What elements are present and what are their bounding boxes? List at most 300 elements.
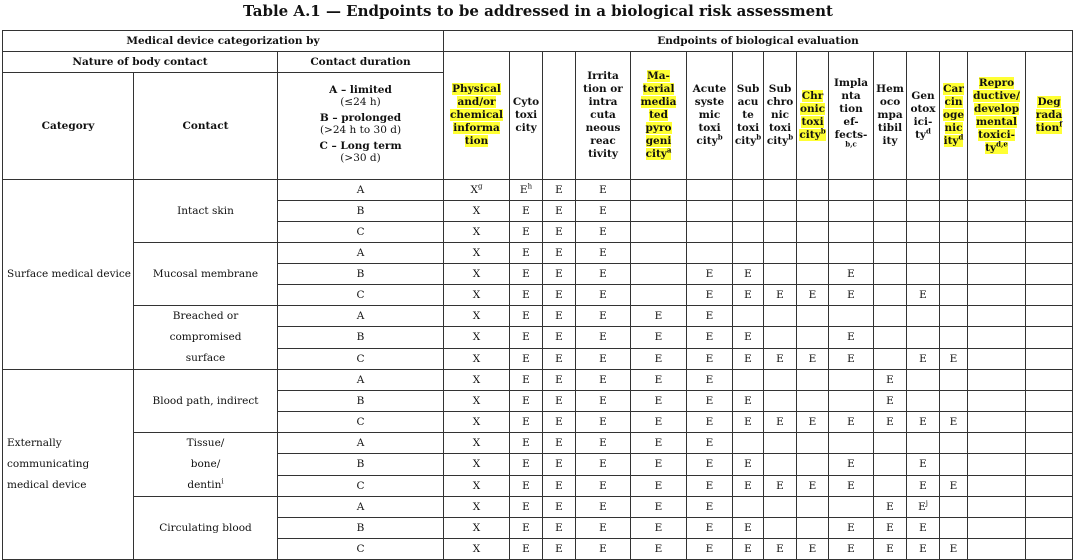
endpoint-cell: E: [829, 327, 874, 348]
endpoint-cell: [907, 391, 940, 412]
endpoint-cell: [1026, 222, 1073, 243]
endpoint-cell: X: [444, 454, 510, 475]
endpoint-cell: [797, 180, 829, 201]
endpoint-cell: [1026, 475, 1073, 496]
endpoint-cell: E: [576, 201, 631, 222]
endpoint-cell: E: [576, 497, 631, 518]
endpoint-cell: [968, 433, 1026, 454]
endpoint-cell: [874, 433, 907, 454]
endpoint-cell: E: [797, 348, 829, 369]
endpoint-cell: E: [576, 391, 631, 412]
endpoint-cell: E: [687, 518, 733, 539]
endpoint-cell: [764, 222, 797, 243]
endpoint-cell: [1026, 391, 1073, 412]
endpoint-cell: [797, 222, 829, 243]
endpoint-label: Sub acu te toxi city$^b$: [734, 83, 762, 147]
table-row: [3, 243, 1073, 264]
endpoint-cell: [797, 243, 829, 264]
endpoint-cell: [968, 348, 1026, 369]
endpoint-cell: E: [907, 412, 940, 433]
endpoint-cell: X: [444, 327, 510, 348]
endpoint-cell: [874, 285, 907, 306]
endpoint-cell: [1026, 454, 1073, 475]
endpoint-cell: E: [576, 327, 631, 348]
endpoint-cell: $X^g$: [444, 180, 510, 201]
duration-cell: A: [278, 433, 444, 454]
table-row: [3, 306, 1073, 327]
endpoint-cell: E: [874, 539, 907, 560]
endpoint-cell: E: [631, 497, 687, 518]
endpoint-cell: [968, 518, 1026, 539]
endpoint-cell: E: [576, 348, 631, 369]
endpoint-cell: X: [444, 433, 510, 454]
endpoint-cell: [874, 327, 907, 348]
endpoint-cell: $E^j$: [907, 497, 940, 518]
endpoint-cell: [907, 222, 940, 243]
endpoint-cell: [874, 264, 907, 285]
endpoint-cell: [940, 518, 968, 539]
endpoint-label: Impla nta tion ef- fects-$^{b,c}$: [833, 76, 869, 148]
endpoint-cell: [631, 285, 687, 306]
endpoint-cell: [687, 201, 733, 222]
endpoint-cell: E: [940, 348, 968, 369]
endpoint-cell: E: [510, 201, 543, 222]
endpoint-cell: E: [576, 518, 631, 539]
duration-cell: C: [278, 475, 444, 496]
contact-header: Contact: [134, 73, 278, 180]
endpoint-cell: [1026, 539, 1073, 560]
endpoint-cell: E: [687, 433, 733, 454]
duration-legend-line: (>24 h to 30 d): [319, 124, 402, 136]
endpoint-cell: E: [543, 475, 576, 496]
endpoint-cell: [797, 433, 829, 454]
endpoint-cell: [797, 264, 829, 285]
endpoint-cell: E: [733, 475, 764, 496]
endpoint-cell: [733, 370, 764, 391]
endpoint-cell: [874, 243, 907, 264]
endpoint-cell: E: [687, 327, 733, 348]
endpoint-cell: E: [631, 454, 687, 475]
category-cell: Externally communicating medical device: [3, 370, 134, 560]
endpoint-cell: X: [444, 391, 510, 412]
endpoint-cell: E: [543, 285, 576, 306]
endpoint-cell: E: [543, 348, 576, 369]
endpoint-label: Hem oco mpa tibil ity: [876, 83, 904, 147]
endpoint-cell: [797, 306, 829, 327]
endpoint-cell: [733, 180, 764, 201]
endpoint-cell: E: [543, 412, 576, 433]
nature-header: Nature of body contact: [3, 52, 278, 73]
endpoint-cell: E: [764, 412, 797, 433]
endpoint-cell: [1026, 306, 1073, 327]
endpoint-cell: [940, 180, 968, 201]
endpoint-cell: [968, 327, 1026, 348]
endpoint-cell: X: [444, 285, 510, 306]
endpoint-cell: E: [797, 285, 829, 306]
endpoint-cell: [764, 391, 797, 412]
endpoint-cell: [874, 348, 907, 369]
duration-cell: C: [278, 348, 444, 369]
duration-legend-line: A – limited: [329, 84, 392, 96]
endpoint-cell: [874, 454, 907, 475]
endpoint-cell: [968, 222, 1026, 243]
endpoint-cell: [1026, 412, 1073, 433]
endpoint-cell: [797, 391, 829, 412]
endpoint-label: Chr onic toxi city$^b$: [799, 89, 826, 141]
endpoint-cell: E: [510, 391, 543, 412]
endpoint-header: [829, 52, 874, 180]
endpoint-cell: [829, 391, 874, 412]
endpoint-cell: E: [940, 539, 968, 560]
endpoint-cell: [764, 327, 797, 348]
contact-cell: Intact skin: [134, 180, 278, 243]
endpoint-cell: E: [631, 475, 687, 496]
endpoint-cell: [764, 497, 797, 518]
endpoint-cell: X: [444, 370, 510, 391]
endpoint-label: Gen otox ici- $ty^d$: [910, 89, 936, 141]
endpoint-cell: [829, 497, 874, 518]
endpoint-cell: E: [543, 539, 576, 560]
endpoint-cell: E: [543, 180, 576, 201]
duration-cell: B: [278, 518, 444, 539]
contact-cell: Circulating blood: [134, 497, 278, 560]
endpoint-cell: [968, 475, 1026, 496]
endpoint-cell: [764, 306, 797, 327]
endpoint-cell: E: [797, 475, 829, 496]
endpoint-cell: X: [444, 475, 510, 496]
endpoint-cell: E: [874, 497, 907, 518]
endpoint-cell: [874, 222, 907, 243]
endpoint-cell: [907, 306, 940, 327]
endpoint-cell: E: [874, 391, 907, 412]
endpoint-cell: [874, 306, 907, 327]
endpoint-cell: E: [576, 306, 631, 327]
duration-cell: B: [278, 391, 444, 412]
contact-cell: Tissue/ bone/ dentin$^i$: [134, 433, 278, 497]
endpoint-cell: E: [764, 539, 797, 560]
endpoint-cell: E: [510, 539, 543, 560]
endpoint-cell: E: [543, 201, 576, 222]
endpoint-cell: [687, 222, 733, 243]
endpoint-cell: [1026, 285, 1073, 306]
endpoint-cell: E: [687, 412, 733, 433]
endpoint-cell: E: [687, 475, 733, 496]
endpoint-cell: [797, 370, 829, 391]
duration-cell: B: [278, 454, 444, 475]
endpoint-cell: [907, 370, 940, 391]
endpoint-cell: E: [510, 497, 543, 518]
endpoint-header: [797, 52, 829, 180]
endpoint-cell: E: [687, 539, 733, 560]
endpoint-cell: E: [576, 475, 631, 496]
endpoint-cell: E: [631, 348, 687, 369]
table-title: Table A.1 — Endpoints to be addressed in a biological risk assessment: [243, 2, 833, 20]
endpoint-header: [1026, 52, 1073, 180]
endpoint-cell: E: [829, 285, 874, 306]
endpoint-cell: E: [510, 327, 543, 348]
endpoint-label: Ma- terial media ted pyro geni city$^a$: [640, 70, 677, 160]
endpoint-cell: [1026, 180, 1073, 201]
endpoint-cell: E: [829, 539, 874, 560]
duration-legend-line: (≤24 h): [340, 96, 381, 108]
endpoint-cell: E: [543, 264, 576, 285]
endpoint-cell: [968, 539, 1026, 560]
endpoint-cell: E: [733, 518, 764, 539]
endpoint-cell: E: [733, 285, 764, 306]
endpoint-cell: E: [576, 370, 631, 391]
endpoint-cell: X: [444, 412, 510, 433]
endpoint-cell: E: [510, 454, 543, 475]
contact-cell: Blood path, indirect: [134, 370, 278, 433]
endpoint-cell: E: [543, 518, 576, 539]
endpoint-cell: E: [733, 539, 764, 560]
endpoint-cell: [1026, 497, 1073, 518]
duration-cell: B: [278, 264, 444, 285]
endpoint-cell: [1026, 327, 1073, 348]
endpoint-cell: E: [631, 518, 687, 539]
endpoint-cell: E: [907, 454, 940, 475]
endpoint-cell: E: [733, 391, 764, 412]
duration-cell: C: [278, 539, 444, 560]
table-row: [3, 497, 1073, 518]
endpoint-cell: [968, 201, 1026, 222]
endpoint-cell: E: [543, 243, 576, 264]
endpoint-cell: [968, 391, 1026, 412]
endpoint-cell: E: [764, 285, 797, 306]
endpoint-cell: [764, 180, 797, 201]
endpoint-cell: [940, 201, 968, 222]
endpoint-label: Deg rada tion$^f$: [1035, 96, 1063, 134]
endpoint-cell: E: [687, 454, 733, 475]
endpoint-cell: [829, 243, 874, 264]
endpoint-cell: [733, 243, 764, 264]
endpoint-cell: [631, 201, 687, 222]
endpoint-cell: [968, 454, 1026, 475]
endpoint-cell: E: [829, 348, 874, 369]
endpoint-cell: E: [543, 306, 576, 327]
endpoint-cell: [907, 201, 940, 222]
table-row: [3, 433, 1073, 454]
endpoint-cell: E: [733, 348, 764, 369]
endpoint-cell: [940, 370, 968, 391]
category-header: Category: [3, 73, 134, 180]
endpoint-cell: X: [444, 306, 510, 327]
endpoint-cell: [797, 454, 829, 475]
endpoint-label: Sub chro nic toxi city$^b$: [766, 83, 794, 147]
duration-cell: B: [278, 327, 444, 348]
endpoint-cell: [907, 327, 940, 348]
endpoint-cell: E: [576, 243, 631, 264]
endpoint-cell: [940, 391, 968, 412]
endpoint-cell: [764, 243, 797, 264]
endpoint-cell: E: [543, 222, 576, 243]
endpoint-cell: E: [631, 370, 687, 391]
endpoint-cell: E: [940, 412, 968, 433]
endpoint-cell: E: [543, 391, 576, 412]
endpoint-cell: E: [733, 327, 764, 348]
endpoint-cell: E: [510, 475, 543, 496]
endpoint-cell: [907, 264, 940, 285]
endpoint-cell: [1026, 264, 1073, 285]
endpoint-cell: [797, 518, 829, 539]
endpoint-cell: E: [576, 433, 631, 454]
duration-cell: A: [278, 180, 444, 201]
endpoint-cell: E: [631, 539, 687, 560]
endpoints-table: [2, 30, 1073, 560]
endpoint-cell: X: [444, 518, 510, 539]
endpoint-cell: [940, 497, 968, 518]
endpoint-cell: E: [764, 348, 797, 369]
endpoint-cell: [764, 201, 797, 222]
endpoint-cell: E: [510, 370, 543, 391]
duration-cell: A: [278, 497, 444, 518]
endpoint-cell: E: [940, 475, 968, 496]
endpoint-cell: E: [907, 475, 940, 496]
endpoint-cell: X: [444, 264, 510, 285]
endpoint-header: [444, 52, 510, 180]
table-row: [3, 180, 1073, 201]
endpoint-cell: [764, 370, 797, 391]
category-cell: Surface medical device: [3, 180, 134, 370]
duration-legend-line: (>30 d): [340, 152, 381, 164]
endpoint-cell: E: [576, 285, 631, 306]
endpoint-cell: E: [510, 285, 543, 306]
endpoint-cell: [829, 306, 874, 327]
endpoint-cell: E: [907, 285, 940, 306]
endpoint-cell: E: [764, 475, 797, 496]
endpoint-cell: E: [687, 285, 733, 306]
endpoint-cell: [940, 264, 968, 285]
endpoint-cell: [968, 285, 1026, 306]
endpoint-cell: [907, 180, 940, 201]
endpoint-cell: X: [444, 539, 510, 560]
endpoint-cell: [940, 433, 968, 454]
endpoint-cell: [968, 264, 1026, 285]
endpoint-cell: E: [733, 454, 764, 475]
endpoint-header: [510, 52, 543, 180]
endpoint-cell: [1026, 518, 1073, 539]
endpoint-cell: E: [576, 222, 631, 243]
endpoint-cell: $E^h$: [510, 180, 543, 201]
endpoint-label: Acute syste mic toxi city$^b$: [692, 83, 727, 147]
endpoint-cell: E: [829, 475, 874, 496]
table-body: [3, 180, 1073, 560]
endpoint-cell: [940, 454, 968, 475]
categorization-header: Medical device categorization by: [3, 31, 444, 52]
endpoint-cell: [1026, 201, 1073, 222]
duration-cell: A: [278, 243, 444, 264]
duration-legend-line: C – Long term: [319, 140, 402, 152]
endpoint-cell: E: [631, 327, 687, 348]
endpoint-cell: [829, 222, 874, 243]
endpoint-label: Car cin oge nic ity$^d$: [943, 83, 965, 147]
endpoint-cell: [968, 243, 1026, 264]
endpoint-label: Physical and/or chemical informa tion: [450, 83, 504, 147]
endpoint-cell: E: [510, 306, 543, 327]
endpoint-cell: [631, 222, 687, 243]
endpoint-cell: X: [444, 201, 510, 222]
endpoint-cell: E: [510, 518, 543, 539]
endpoint-cell: [940, 285, 968, 306]
endpoint-cell: E: [829, 454, 874, 475]
endpoint-cell: E: [733, 412, 764, 433]
endpoint-cell: [687, 243, 733, 264]
endpoint-cell: [940, 243, 968, 264]
endpoint-cell: [1026, 243, 1073, 264]
endpoint-cell: [829, 370, 874, 391]
endpoint-cell: [764, 433, 797, 454]
endpoint-cell: [968, 497, 1026, 518]
endpoint-cell: E: [687, 348, 733, 369]
endpoint-cell: [940, 222, 968, 243]
duration-cell: C: [278, 285, 444, 306]
endpoint-header: [631, 52, 687, 180]
endpoint-cell: E: [874, 518, 907, 539]
endpoint-cell: E: [733, 264, 764, 285]
endpoint-cell: [764, 264, 797, 285]
endpoint-cell: [631, 264, 687, 285]
endpoint-cell: E: [576, 454, 631, 475]
duration-legend-line: B – prolonged: [319, 112, 402, 124]
endpoint-cell: E: [576, 264, 631, 285]
duration-cell: A: [278, 370, 444, 391]
endpoint-cell: [874, 475, 907, 496]
header-row-2: [3, 52, 1073, 73]
endpoint-cell: E: [510, 412, 543, 433]
endpoint-cell: E: [829, 264, 874, 285]
duration-cell: B: [278, 201, 444, 222]
endpoint-cell: [797, 327, 829, 348]
endpoint-header: [543, 52, 576, 180]
endpoint-cell: [631, 243, 687, 264]
endpoint-cell: E: [631, 412, 687, 433]
endpoint-cell: E: [543, 497, 576, 518]
endpoint-cell: E: [510, 348, 543, 369]
header-row-1: [3, 31, 1073, 52]
endpoint-cell: [733, 306, 764, 327]
endpoint-cell: E: [543, 370, 576, 391]
endpoint-cell: [829, 433, 874, 454]
endpoint-cell: E: [829, 518, 874, 539]
endpoint-header: [764, 52, 797, 180]
endpoint-cell: E: [510, 433, 543, 454]
endpoint-cell: E: [687, 306, 733, 327]
endpoint-cell: E: [687, 497, 733, 518]
endpoint-cell: [797, 201, 829, 222]
endpoint-cell: [968, 180, 1026, 201]
endpoint-cell: [733, 222, 764, 243]
endpoint-cell: E: [576, 412, 631, 433]
endpoint-cell: E: [687, 264, 733, 285]
endpoint-cell: [733, 497, 764, 518]
endpoint-cell: [797, 497, 829, 518]
endpoint-cell: [764, 518, 797, 539]
endpoints-group-header: Endpoints of biological evaluation: [444, 31, 1073, 52]
endpoint-cell: [968, 412, 1026, 433]
endpoint-cell: [874, 201, 907, 222]
endpoint-cell: E: [631, 306, 687, 327]
endpoint-cell: [968, 370, 1026, 391]
endpoint-cell: E: [543, 433, 576, 454]
endpoint-cell: [907, 433, 940, 454]
endpoint-cell: E: [687, 370, 733, 391]
endpoint-cell: E: [576, 539, 631, 560]
endpoint-label: Repro ductive/ develop mental toxici- ty$^{d,e}$: [973, 76, 1020, 154]
duration-header: Contact duration: [278, 52, 444, 73]
endpoint-cell: [631, 180, 687, 201]
endpoint-cell: E: [576, 180, 631, 201]
endpoint-cell: E: [907, 348, 940, 369]
